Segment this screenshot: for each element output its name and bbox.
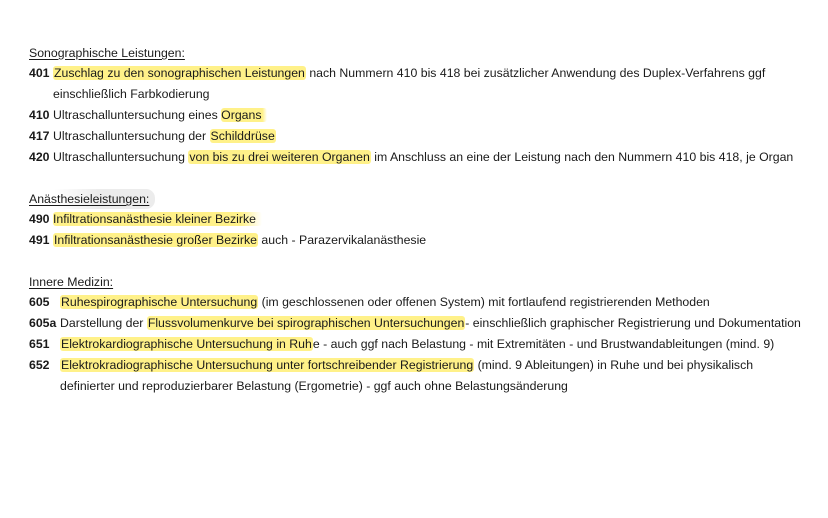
- entry-text: Ultraschalluntersuchung: [53, 150, 189, 164]
- entry-401: [29, 63, 809, 105]
- entry-420: [29, 147, 809, 168]
- section-title-row: [29, 272, 809, 292]
- highlighted-text: Ruhespirographische Untersuchung: [61, 295, 258, 309]
- document-page: [29, 43, 809, 418]
- highlighted-text: Flussvolumenkurve bei spirographischen Untersuchungen: [147, 316, 465, 330]
- highlighted-text: Infiltrationsanästhesie großer Bezirke: [54, 233, 257, 247]
- section-sonographie: [29, 43, 809, 168]
- code-badge: 491: [29, 230, 50, 251]
- entry-text: auch - Parazervikalanästhesie: [258, 233, 427, 247]
- entry-605: [29, 292, 809, 313]
- highlighted-text: von bis zu drei weiteren Organen: [189, 150, 370, 164]
- entry-651: [29, 334, 809, 355]
- highlighted-text: Elektrokradiographische Untersuchung unter fortschreibender Registrierung: [61, 358, 474, 372]
- section-title: Innere Medizin:: [29, 275, 114, 289]
- entry-490: [29, 209, 809, 230]
- entry-text: Ultraschalluntersuchung der: [53, 129, 210, 143]
- code-badge: 652: [29, 355, 50, 376]
- section-title: Sonographische Leistungen:: [29, 46, 185, 60]
- entry-text: Darstellung der: [60, 316, 147, 330]
- code-badge: 605a: [29, 313, 56, 334]
- highlighted-text: Infiltrationsanästhesie kleiner Bezirke: [53, 212, 262, 226]
- entry-410: [29, 105, 809, 126]
- section-title: Anästhesieleistungen:: [29, 189, 155, 209]
- code-badge: 420: [29, 147, 50, 168]
- code-badge: 490: [29, 209, 50, 230]
- code-badge: 417: [29, 126, 50, 147]
- entry-text: im Anschluss an eine der Leistung nach den Nummern 410 bis 418, je Organ: [370, 150, 794, 164]
- highlighted-text: Schilddrüse: [210, 129, 275, 143]
- entry-text: e - auch ggf nach Belastung - mit Extremitäten - und Brustwandableitungen (mind. 9): [312, 337, 775, 351]
- entry-text: - einschließlich graphischer Registrierung und Dokumentation: [465, 316, 801, 330]
- entry-text: (im geschlossenen oder offenen System) mit fortlaufend registrierenden Methoden: [258, 295, 710, 309]
- entry-652: [29, 355, 809, 397]
- code-badge: 410: [29, 105, 50, 126]
- entry-text: nach Nummern 410 bis 418 bei zusätzlicher Anwendung des Duplex-Verfahrens ggf einschließlich Farbkodierung: [53, 66, 766, 101]
- entry-491: [29, 230, 809, 251]
- entry-text: Ultraschalluntersuchung eines: [53, 108, 222, 122]
- section-title-row: [29, 189, 809, 209]
- code-badge: 605: [29, 292, 50, 313]
- highlighted-text: Zuschlag zu den sonographischen Leistungen: [54, 66, 305, 80]
- section-title-row: [29, 43, 809, 63]
- highlighted-text: Organs: [221, 108, 267, 122]
- entry-text: (mind. 9 Ableitungen) in Ruhe und bei physikalisch definierter und reproduzierbarer Belastung (Ergometrie) - ggf auch ohne Belastungsänderung: [60, 358, 754, 393]
- code-badge: 401: [29, 63, 50, 84]
- section-anaesthesie: [29, 189, 809, 251]
- entry-605a: [29, 313, 809, 334]
- section-innere-medizin: [29, 272, 809, 397]
- entry-417: [29, 126, 809, 147]
- highlighted-text: Elektrokardiographische Untersuchung in Ruh: [61, 337, 312, 351]
- code-badge: 651: [29, 334, 50, 355]
